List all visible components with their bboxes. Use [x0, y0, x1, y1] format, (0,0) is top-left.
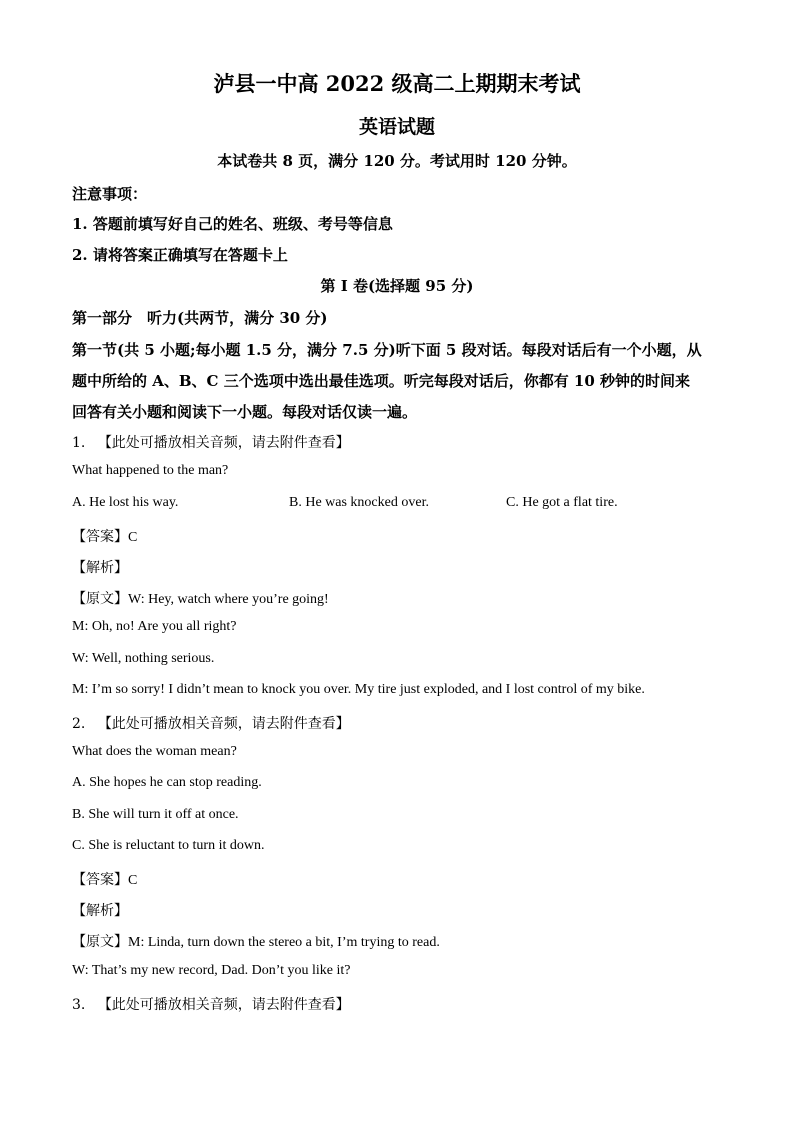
exam-info: 本试卷共 8 页，满分 120 分。考试用时 120 分钟。: [217, 152, 577, 170]
question-1-stem: What happened to the man?: [72, 463, 229, 478]
question-1-option-b: B. He was knocked over.: [289, 495, 429, 510]
question-2-transcript-1: [72, 931, 440, 951]
instructions-line-1: 第一节(共 5 小题;每小题 1.5 分，满分 7.5 分)听下面 5 段对话。每段对话后有一个小题，从: [72, 341, 702, 359]
transcript-label: 【原文】: [72, 934, 128, 950]
notes-item-1: 1. 答题前填写好自己的姓名、班级、考号等信息: [72, 215, 393, 233]
question-number: 1.: [72, 435, 86, 451]
exam-title: 泸县一中高 2022 级高二上期期末考试: [213, 71, 581, 96]
question-1-option-a: A. He lost his way.: [72, 495, 179, 510]
instructions-line-3: 回答有关小题和阅读下一小题。每段对话仅读一遍。: [72, 403, 418, 421]
question-2-audio: [72, 713, 350, 733]
question-number: 2.: [72, 716, 86, 732]
question-number: 3.: [72, 997, 86, 1013]
question-2-option-a: A. She hopes he can stop reading.: [72, 775, 262, 790]
question-1-option-c: C. He got a flat tire.: [506, 495, 618, 510]
question-1-answer: [72, 526, 137, 546]
audio-placeholder: 【此处可播放相关音频，请去附件查看】: [97, 997, 350, 1013]
question-1-audio: [72, 432, 350, 452]
audio-placeholder: 【此处可播放相关音频，请去附件查看】: [97, 435, 350, 451]
answer-value: C: [128, 873, 138, 888]
notes-item-2: 2. 请将答案正确填写在答题卡上: [72, 246, 288, 264]
question-2-analysis: 【解析】: [72, 903, 128, 919]
transcript-line: W: Hey, watch where you’re going!: [128, 592, 329, 607]
question-1-analysis: 【解析】: [72, 560, 128, 576]
part-one-heading: 第一部分 听力(共两节，满分 30 分): [72, 309, 328, 327]
exam-subject: 英语试题: [358, 116, 435, 138]
transcript-line: M: Linda, turn down the stereo a bit, I’m trying to read.: [128, 935, 440, 950]
question-2-transcript-2: W: That’s my new record, Dad. Don’t you like it?: [72, 963, 351, 978]
question-2-answer: [72, 869, 137, 889]
question-2-stem: What does the woman mean?: [72, 744, 237, 759]
question-1-transcript-2: M: Oh, no! Are you all right?: [72, 619, 237, 634]
transcript-label: 【原文】: [72, 591, 128, 607]
question-2-option-b: B. She will turn it off at once.: [72, 807, 239, 822]
question-3-audio: [72, 994, 350, 1014]
question-2-option-c: C. She is reluctant to turn it down.: [72, 838, 265, 853]
answer-label: 【答案】: [72, 529, 128, 545]
question-1-transcript-3: W: Well, nothing serious.: [72, 651, 215, 666]
part-title: 第 I 卷(选择题 95 分): [320, 277, 474, 295]
audio-placeholder: 【此处可播放相关音频，请去附件查看】: [97, 716, 350, 732]
answer-label: 【答案】: [72, 872, 128, 888]
question-1-transcript-1: [72, 588, 329, 608]
notes-heading: 注意事项：: [72, 185, 148, 203]
instructions-line-2: 题中所给的 A、B、C 三个选项中选出最佳选项。听完每段对话后，你都有 10 秒钟的时间来: [72, 372, 691, 390]
question-1-transcript-4: M: I’m so sorry! I didn’t mean to knock you over. My tire just exploded, and I lost control of my bike.: [72, 682, 645, 697]
answer-value: C: [128, 530, 138, 545]
